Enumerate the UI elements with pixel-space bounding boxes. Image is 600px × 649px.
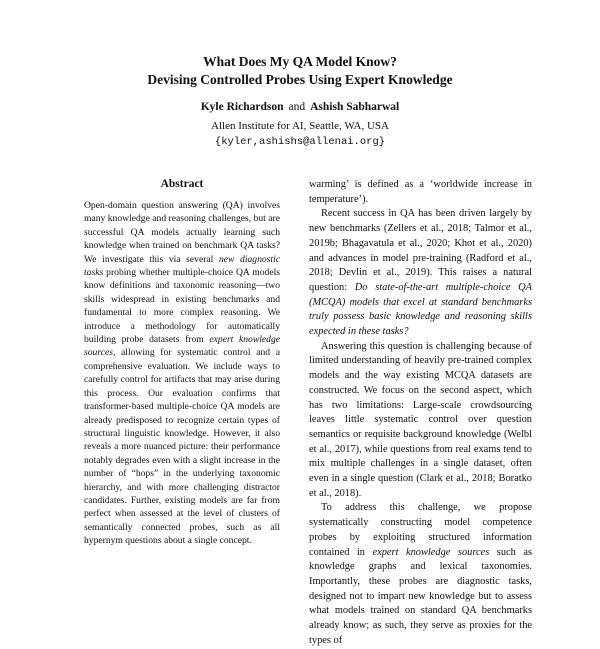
abstract-text: Open-domain question answering (QA) involves many knowledge and reasoning challenges, but are successful QA models actually learning such knowledge when trained on benchmark QA tasks? We investigate this via several [84,200,280,265]
paragraph: warming’ is defined as a ‘worldwide increase in temperature’). [309,179,532,205]
author-conjunction: and [288,101,306,113]
author-email: {kyler,ashishs@allenai.org} [214,136,386,148]
paragraph: Answering this question is challenging because of limited understanding of heavily pre-trained complex models and the way existing MCQA datasets are constructed. We focus on the second aspect, which has two limitations: Large-scale crowdsourcing leaves little systematic control over question semantics or requisite background knowledge (Welbl et al., 2017), while questions from real exams tend to mix multiple challenges in a single dataset, often even in a single question (Clark et al., 2018; Boratko et al., 2018). [309,340,532,499]
abstract-heading: Abstract [160,178,204,190]
paragraph [309,501,532,648]
paragraph-text: Recent success in QA has been driven largely by new benchmarks (Zellers et al., 2018; Talmor et al., 2019b; Bhagavatula et al., 2020; Khot et al., 2020) and advances in model pre-training (Radford et al., 2018; Devlin et al., 2019). This raises a natural question: [309,208,532,293]
abstract-emphasis: new diagnostic tasks [84,253,280,279]
paragraph-emphasis: expert knowledge sources [372,546,490,558]
author-name: Ashish Sabharwal [310,101,400,113]
paragraph [309,207,532,339]
intro-body [309,178,532,649]
paragraph-text: such as knowledge graphs and lexical taxonomies. Importantly, these probes are diagnostic tasks, designed not to impart new knowledge but to assess what models trained on standard QA benchmarks already know; as such, they serve as proxies for the types of [309,546,533,646]
author-line [0,101,600,113]
paragraph-emphasis: Do state-of-the-art multiple-choice QA (MCQA) models that excel at standard benchmarks truly possess basic knowledge and reasoning skills expected in these tasks? [309,281,532,338]
abstract-text: , allowing for systematic control and a comprehensive evaluation. We include ways to carefully control for artifacts that may arise during this process. Our evaluation confirms that transformer-based multiple-choice QA models are already predisposed to recognize certain types of structural linguistic knowledge. However, it also reveals a more nuanced picture: their performance notably degrades even with a slight increase in the number of “hops” in the underlying taxonomic hierarchy, and with more challenging distractor candidates. Further, existing models are far from perfect when assessed at the level of clusters of semantically connected probes, such as all hypernym questions about a single concept. [84,347,280,547]
affiliation: Allen Institute for AI, Seattle, WA, USA [211,120,389,132]
author-name: Kyle Richardson [200,101,284,113]
paragraph-text: To address this challenge, we propose systematically constructing model competence probes by exploiting structured information contained in [309,502,532,558]
abstract-text: probing whether multiple-choice QA models know definitions and taxonomic reasoning—two skills widespread in existing benchmarks and fundamental to more complex reasoning. We introduce a methodology for automatically building probe datasets from [84,267,280,346]
abstract-emphasis: expert knowledge sources [84,334,281,359]
abstract-body [84,199,280,548]
paper-title-line2: Devising Controlled Probes Using Expert Knowledge [147,72,453,87]
paper-title-line1: What Does My QA Model Know? [203,54,397,69]
